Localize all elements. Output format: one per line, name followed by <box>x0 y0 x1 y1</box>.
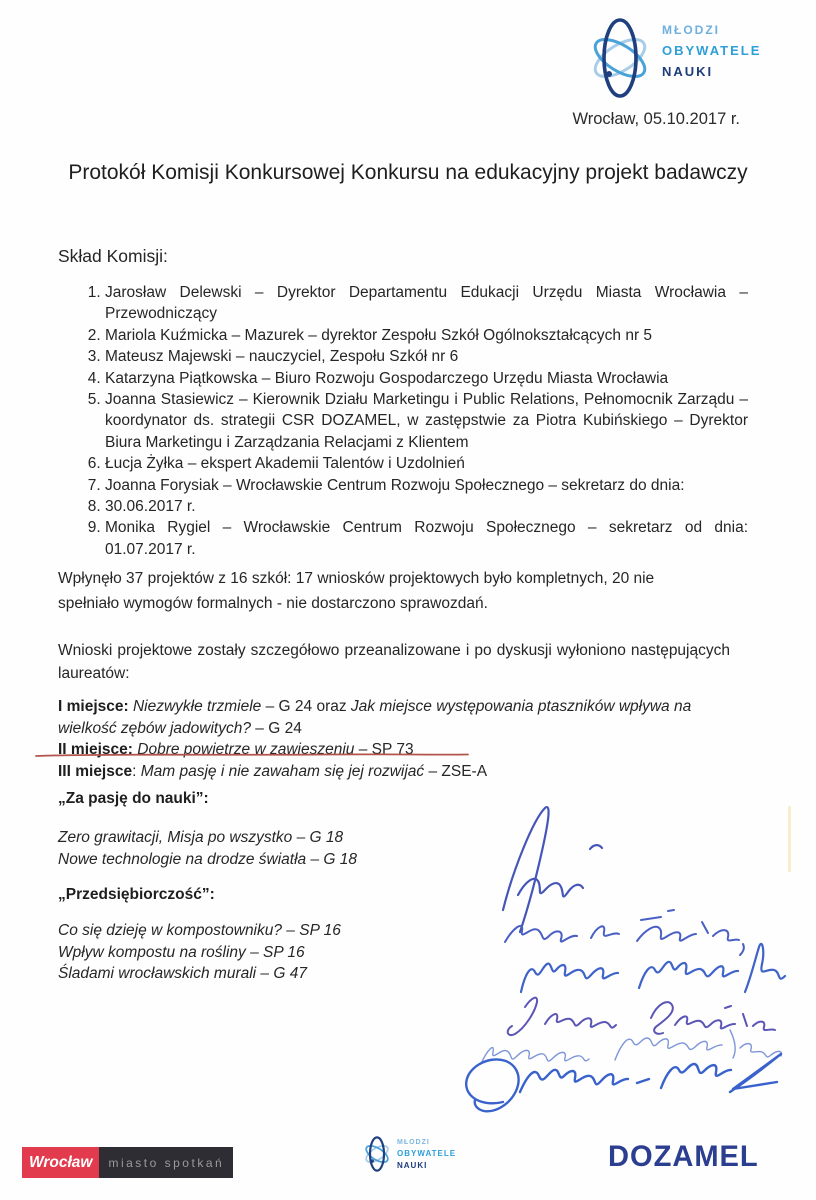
award-project: Śladami wrocławskich murali – G 47 <box>58 965 307 982</box>
signature-stroke-6 <box>466 1054 781 1111</box>
logo-line-obywatele: OBYWATELE <box>662 43 762 58</box>
committee-heading: Skład Komisji: <box>58 246 168 266</box>
project-title: Mam pasję i nie zawaham się jej rozwijać <box>140 762 425 780</box>
result-label: II miejsce: <box>58 741 133 758</box>
results-section <box>58 696 698 782</box>
logo-line-obywatele: OBYWATELE <box>397 1148 457 1158</box>
dozamel-logo: DOZAMEL <box>608 1140 759 1173</box>
wroclaw-logo-primary: Wrocław <box>22 1147 99 1178</box>
logo-wordmark <box>397 1139 456 1170</box>
committee-item: 3. Mateusz Majewski – nauczyciel, Zespołu Szkół nr 6 <box>105 346 748 367</box>
mlodzi-obywatele-nauki-footer-logo <box>363 1130 456 1178</box>
committee-item: 8. 30.06.2017 r. <box>105 496 748 517</box>
project-title: Niezwykłe trzmiele <box>132 698 262 715</box>
document-title: Protokół Komisji Konkursowej Konkursu na edukacyjny projekt badawczy <box>68 161 748 184</box>
committee-item: 4. Katarzyna Piątkowska – Biuro Rozwoju Gospodarczego Urzędu Miasta Wrocławia <box>105 368 748 389</box>
signature-stroke-1 <box>503 807 602 932</box>
signature-stroke-2 <box>505 910 744 955</box>
atom-icon <box>363 1130 391 1178</box>
result-third-place <box>58 761 698 783</box>
wroclaw-logo-secondary: miasto spotkań <box>99 1147 233 1178</box>
signature-stroke-4 <box>508 998 775 1035</box>
committee-item: 2. Mariola Kuźmicka – Mazurek – dyrektor Zespołu Szkół Ogólnokształcących nr 5 <box>105 325 748 346</box>
logo-wordmark <box>662 24 761 78</box>
committee-list <box>58 282 748 560</box>
logo-line-mlodzi: MŁODZI <box>662 23 720 37</box>
award-category-heading: „Przedsiębiorczość”: <box>58 886 215 903</box>
committee-item: 5. Joanna Stasiewicz – Kierownik Działu Marketingu i Public Relations, Pełnomocnik Zarządu – koordynator ds. strategii CSR DOZAMEL, w zastępstwie za Piotra Kubińskiego – Dyrektor Biura Marketingu i Zarządzania Relacjami z Klientem <box>105 389 748 453</box>
award-category-heading: „Za pasję do nauki”: <box>58 790 209 807</box>
award-project: Zero grawitacji, Misja po wszystko – G 18 <box>58 829 344 846</box>
paragraph-projects-received: Wpłynęło 37 projektów z 16 szkół: 17 wniosków projektowych było kompletnych, 20 nie spełniało wymogów formalnych - nie dostarczono sprawozdań. <box>58 570 655 612</box>
logo-line-mlodzi: MŁODZI <box>397 1138 430 1146</box>
mlodzi-obywatele-nauki-logo <box>588 12 761 104</box>
award-project: Nowe technologie na drodze światła – G 18 <box>58 850 357 868</box>
committee-item: 7. Joanna Forysiak – Wrocławskie Centrum Rozwoju Społecznego – sekretarz do dnia: <box>105 475 748 496</box>
project-title: Dobre powietrze w zawieszeniu <box>137 741 355 758</box>
paragraph-analysis: Wnioski projektowe zostały szczegółowo przeanalizowane i po dyskusji wyłoniono następujących laureatów: <box>58 642 730 682</box>
result-label: III miejsce <box>58 762 133 780</box>
committee-item: 6. Łucja Żyłka – ekspert Akademii Talentów i Uzdolnień <box>105 453 748 474</box>
handwritten-signatures <box>425 792 815 1122</box>
logo-line-nauki: NAUKI <box>662 64 714 79</box>
document-date: Wrocław, 05.10.2017 r. <box>572 110 740 128</box>
committee-item: 1. Jarosław Delewski – Dyrektor Departamentu Edukacji Urzędu Miasta Wrocławia – Przewodniczący <box>105 282 748 325</box>
result-text: – ZSE-A <box>424 762 488 780</box>
project-title: Jak miejsce występowania ptaszników wpływa na wielkość zębów jadowitych? <box>58 698 692 737</box>
committee-item: 9. Monika Rygiel – Wrocławskie Centrum Rozwoju Społecznego – sekretarz od dnia: 01.07.2017 r. <box>105 517 748 560</box>
wroclaw-miasto-spotkan-logo <box>22 1147 233 1178</box>
result-text: – SP 73 <box>354 741 414 758</box>
result-text: – G 24 oraz <box>261 698 351 715</box>
handwritten-underline <box>35 752 469 758</box>
result-text: : <box>132 762 141 780</box>
award-project: Co się dzieję w kompostowniku? – SP 16 <box>58 922 341 939</box>
signature-stroke-3 <box>521 944 785 992</box>
result-first-place <box>58 696 698 739</box>
award-project: Wpływ kompostu na rośliny – SP 16 <box>58 943 305 961</box>
atom-icon <box>588 12 652 104</box>
logo-line-nauki: NAUKI <box>397 1160 428 1170</box>
result-text: – G 24 <box>250 719 302 737</box>
signature-stroke-5 <box>481 1030 781 1064</box>
result-label: I miejsce: <box>58 698 129 715</box>
